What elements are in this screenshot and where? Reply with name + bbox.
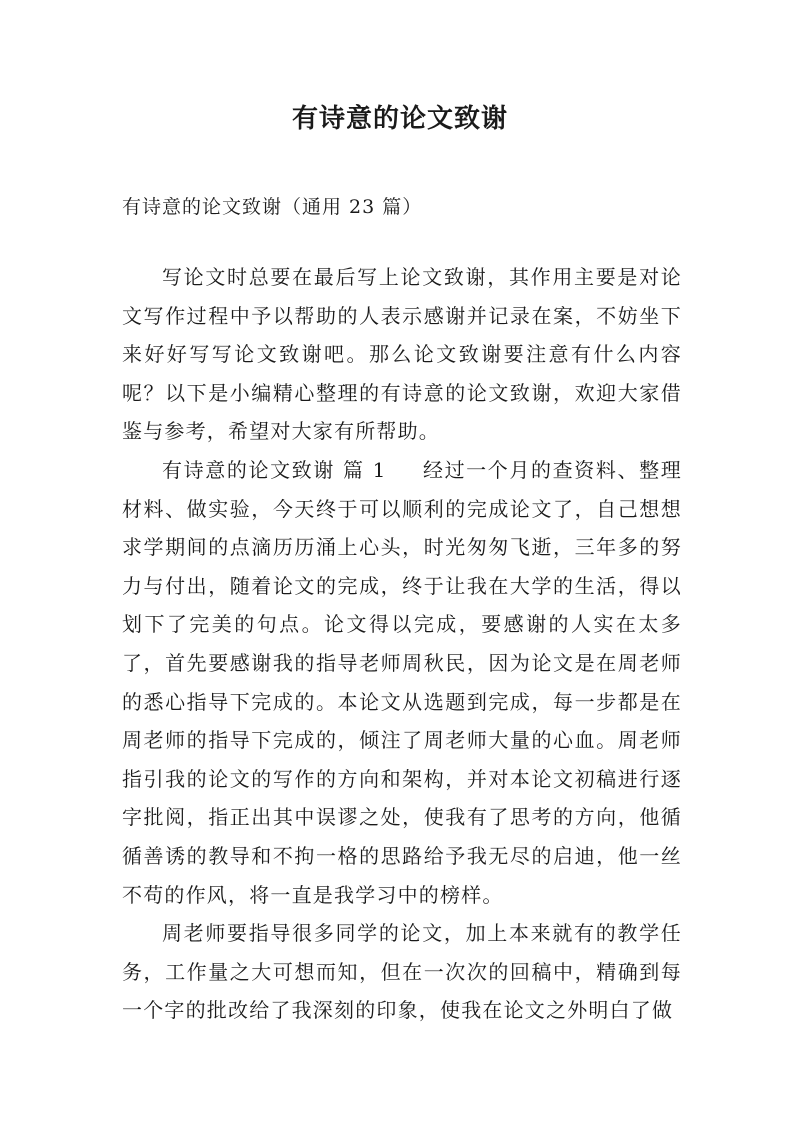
document-title: 有诗意的论文致谢 xyxy=(291,104,508,134)
section1-heading: 有诗意的论文致谢 篇 1 xyxy=(162,457,387,482)
section1-paragraph-2: 周老师要指导很多同学的论文，加上本来就有的教学任务，工作量之大可想而知，但在一次次的回稿中，精确到每一个字的批改给了我深刻的印象，使我在论文之外明白了做 xyxy=(122,921,682,1023)
document-subtitle: 有诗意的论文致谢（通用 23 篇） xyxy=(122,196,423,218)
document-body xyxy=(122,258,682,1030)
section1-paragraph-1-text: 经过一个月的查资料、整理材料、做实验，今天终于可以顺利的完成论文了，自己想想求学期间的点滴历历涌上心头，时光匆匆飞逝，三年多的努力与付出，随着论文的完成，终于让我在大学的生活，得以划下了完美的句点。论文得以完成，要感谢的人实在太多了，首先要感谢我的指导老师周秋民，因为论文是在周老师的悉心指导下完成的。本论文从选题到完成，每一步都是在周老师的指导下完成的，倾注了周老师大量的心血。周老师指引我的论文的写作的方向和架构，并对本论文初稿进行逐字批阅，指正出其中误谬之处，使我有了思考的方向，他循循善诱的教导和不拘一格的思路给予我无尽的启迪，他一丝不苟的作风，将一直是我学习中的榜样。 xyxy=(122,457,683,907)
section1-paragraph-1 xyxy=(122,451,682,914)
intro-paragraph: 写论文时总要在最后写上论文致谢，其作用主要是对论文写作过程中予以帮助的人表示感谢并记录在案，不妨坐下来好好写写论文致谢吧。那么论文致谢要注意有什么内容呢？以下是小编精心整理的有诗意的论文致谢，欢迎大家借鉴与参考，希望对大家有所帮助。 xyxy=(122,265,682,444)
